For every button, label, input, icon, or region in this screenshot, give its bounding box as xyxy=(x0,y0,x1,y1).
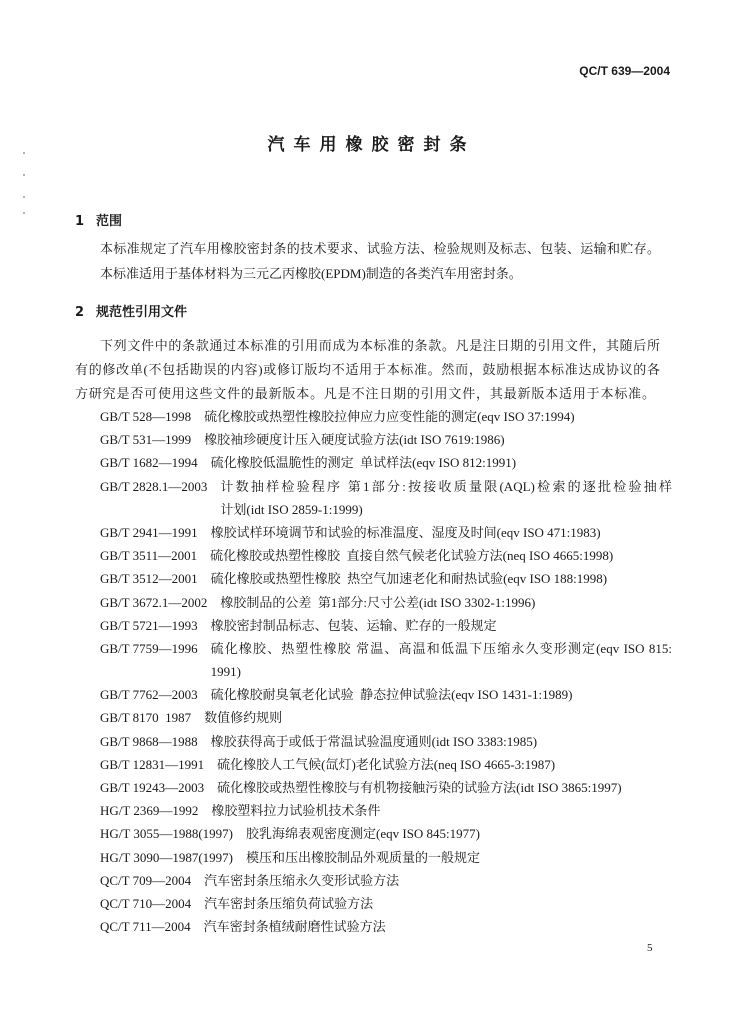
reference-item xyxy=(100,776,672,799)
reference-item xyxy=(100,730,672,753)
reference-code: GB/T 7762—2003 xyxy=(100,687,198,703)
reference-title-continuation: 1991) xyxy=(210,664,241,680)
reference-title: 硫化橡胶或热塑性橡胶拉伸应力应变性能的测定(eqv ISO 37:1994) xyxy=(204,409,575,424)
paragraph-line: 下列文件中的条款通过本标准的引用而成为本标准的条款。凡是注日期的引用文件，其随后所 xyxy=(100,338,660,353)
reference-title: 橡胶袖珍硬度计压入硬度试验方法(idt ISO 7619:1986) xyxy=(204,432,505,448)
reference-item xyxy=(100,614,672,637)
reference-title: 模压和压出橡胶制品外观质量的一般规定 xyxy=(246,849,481,865)
reference-code: GB/T 5721—1993 xyxy=(100,617,198,633)
reference-code: GB/T 8170 1987 xyxy=(100,710,192,726)
reference-title: 硫化橡胶低温脆性的测定 单试样法(eqv ISO 812:1991) xyxy=(210,455,517,471)
reference-title: 橡胶获得高于或低于常温试验温度通则(idt ISO 3383:1985) xyxy=(210,733,538,749)
reference-code: GB/T 19243—2003 xyxy=(100,780,205,796)
reference-code: GB/T 12831—1991 xyxy=(100,756,205,772)
reference-title: 汽车密封条植绒耐磨性试验方法 xyxy=(203,919,386,935)
reference-code: GB/T 2828.1—2003 xyxy=(100,478,208,494)
reference-title: 硫化橡胶或热塑性橡胶与有机物接触污染的试验方法(idt ISO 3865:1997) xyxy=(217,780,622,796)
reference-item xyxy=(100,428,672,451)
scan-dot xyxy=(23,212,25,214)
scan-dot xyxy=(23,196,25,198)
reference-item xyxy=(100,451,672,474)
scan-dot xyxy=(23,174,25,176)
reference-title: 橡胶塑料拉力试验机技术条件 xyxy=(211,803,381,819)
reference-item xyxy=(100,405,672,428)
section-title: 范围 xyxy=(96,214,123,229)
reference-item xyxy=(100,799,672,822)
reference-item xyxy=(100,567,672,590)
paragraph-line: 本标准规定了汽车用橡胶密封条的技术要求、试验方法、检验规则及标志、包装、运输和贮存。 xyxy=(100,241,660,256)
reference-title: 硫化橡胶或热塑性橡胶 热空气加速老化和耐热试验(eqv ISO 188:1998) xyxy=(210,571,608,587)
reference-list xyxy=(100,405,672,938)
reference-title: 汽车密封条压缩负荷试验方法 xyxy=(204,895,374,911)
reference-code: QC/T 709—2004 xyxy=(100,872,192,888)
reference-code: HG/T 2369—1992 xyxy=(100,803,199,819)
reference-item xyxy=(100,683,672,706)
reference-item xyxy=(100,544,672,567)
section-heading-normative-references xyxy=(75,303,187,323)
document-code: QC/T 639—2004 xyxy=(579,64,670,78)
section-number: 2 xyxy=(75,305,85,320)
reference-item xyxy=(100,892,672,915)
reference-code: GB/T 2941—1991 xyxy=(100,524,198,540)
reference-code: HG/T 3090—1987(1997) xyxy=(100,849,234,865)
reference-code: QC/T 710—2004 xyxy=(100,895,192,911)
reference-title: 硫化橡胶人工气候(氙灯)老化试验方法(neq ISO 4665-3:1987) xyxy=(217,756,556,772)
reference-code: GB/T 531—1999 xyxy=(100,432,192,448)
reference-title: 橡胶试样环境调节和试验的标准温度、湿度及时间(eqv ISO 471:1983) xyxy=(210,524,601,540)
reference-code: GB/T 7759—1996 xyxy=(100,640,198,656)
reference-title: 橡胶制品的公差 第1部分:尺寸公差(idt ISO 3302-1:1996) xyxy=(220,594,536,610)
reference-title xyxy=(211,637,672,683)
reference-item xyxy=(100,869,672,892)
reference-item xyxy=(100,521,672,544)
reference-title: 橡胶密封制品标志、包装、运输、贮存的一般规定 xyxy=(210,617,497,633)
reference-item xyxy=(100,475,672,521)
reference-title: 数值修约规则 xyxy=(204,710,283,726)
reference-title: 胶乳海绵表观密度测定(eqv ISO 845:1977) xyxy=(246,826,481,842)
reference-code: GB/T 3512—2001 xyxy=(100,571,198,587)
reference-item xyxy=(100,706,672,729)
reference-code: GB/T 528—1998 xyxy=(100,409,192,424)
paragraph-line: 本标准适用于基体材料为三元乙丙橡胶(EPDM)制造的各类汽车用密封条。 xyxy=(100,266,522,281)
scan-margin-dots xyxy=(23,152,27,222)
paragraph-line: 方研究是否可使用这些文件的最新版本。凡是不注日期的引用文件，其最新版本适用于本标准。 xyxy=(75,386,655,401)
reference-item xyxy=(100,637,672,683)
reference-item xyxy=(100,915,672,938)
reference-title: 汽车密封条压缩永久变形试验方法 xyxy=(204,872,400,888)
reference-title: 硫化橡胶或热塑性橡胶 直接自然气候老化试验方法(neq ISO 4665:1998) xyxy=(210,548,614,564)
reference-item xyxy=(100,822,672,845)
reference-item xyxy=(100,753,672,776)
reference-item xyxy=(100,846,672,869)
reference-title-continuation: 计划(idt ISO 2859-1:1999) xyxy=(220,501,363,517)
reference-title-line: 计数抽样检验程序 第1部分:按接收质量限(AQL)检索的逐批检验抽样 xyxy=(220,478,672,494)
paragraph-line: 有的修改单(不包括勘误的内容)或修订版均不适用于本标准。然而，鼓励根据本标准达成协议的各 xyxy=(75,362,660,377)
reference-title xyxy=(220,475,672,521)
reference-code: GB/T 3672.1—2002 xyxy=(100,594,208,610)
reference-title-line: 硫化橡胶、热塑性橡胶 常温、高温和低温下压缩永久变形测定(eqv ISO 815: xyxy=(210,640,672,656)
page-number: 5 xyxy=(647,942,653,954)
document-title: 汽车用橡胶密封条 xyxy=(267,135,476,155)
reference-item xyxy=(100,591,672,614)
reference-code: HG/T 3055—1988(1997) xyxy=(100,826,234,842)
reference-title: 硫化橡胶耐臭氧老化试验 静态拉伸试验法(eqv ISO 1431-1:1989) xyxy=(210,687,573,703)
reference-code: GB/T 3511—2001 xyxy=(100,548,198,564)
section-number: 1 xyxy=(75,214,85,229)
reference-code: GB/T 1682—1994 xyxy=(100,455,198,471)
section-heading-scope xyxy=(75,212,122,232)
reference-code: GB/T 9868—1988 xyxy=(100,733,198,749)
section-title: 规范性引用文件 xyxy=(96,305,188,320)
reference-code: QC/T 711—2004 xyxy=(100,919,191,935)
